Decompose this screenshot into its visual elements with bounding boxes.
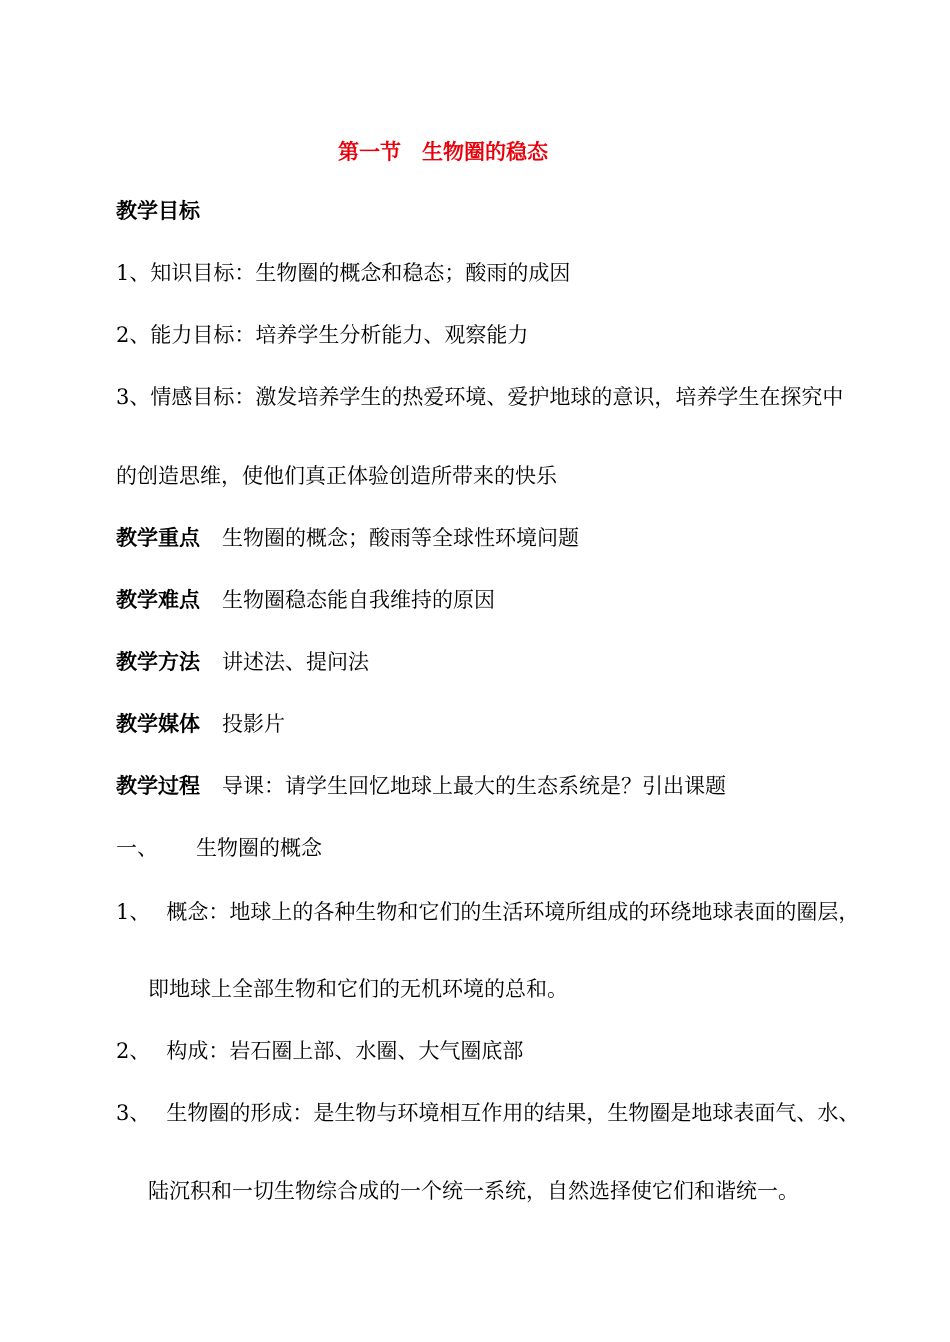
section-text: 生物圈稳态能自我维持的原因: [222, 588, 495, 612]
section-label: 教学过程: [116, 774, 200, 798]
section-process: [116, 771, 726, 801]
item-number: 3、: [116, 1101, 151, 1125]
item-text: 构成：岩石圈上部、水圈、大气圈底部: [166, 1039, 524, 1063]
objective-3: 3、情感目标：激发培养学生的热爱环境、爱护地球的意识，培养学生在探究中: [116, 385, 844, 409]
section-label: 教学媒体: [116, 712, 200, 736]
section-difficulties: [116, 585, 495, 615]
section-methods: [116, 647, 369, 677]
item-text: 生物圈的形成：是生物与环境相互作用的结果，生物圈是地球表面气、水、: [166, 1101, 860, 1125]
section-text: 导课：请学生回忆地球上最大的生态系统是？引出课题: [222, 774, 726, 798]
section-key-points: [116, 523, 579, 553]
item-1: [116, 897, 859, 927]
part-one-heading: [116, 833, 322, 863]
section-text: 生物圈的概念；酸雨等全球性环境问题: [222, 526, 579, 550]
section-label: 教学重点: [116, 526, 200, 550]
item-1-cont: 即地球上全部生物和它们的无机环境的总和。: [148, 977, 568, 1001]
item-text: 概念：地球上的各种生物和它们的生活环境所组成的环绕地球表面的圈层，: [166, 900, 860, 924]
item-3-cont: 陆沉积和一切生物综合成的一个统一系统，自然选择使它们和谐统一。: [148, 1179, 799, 1203]
part-number: 一、: [116, 836, 158, 860]
heading-objectives: 教学目标: [116, 199, 200, 223]
section-text: 投影片: [222, 712, 285, 736]
item-2: [116, 1036, 523, 1066]
item-number: 1、: [116, 900, 151, 924]
objective-3-cont: 的创造思维，使他们真正体验创造所带来的快乐: [116, 464, 557, 488]
section-text: 讲述法、提问法: [222, 650, 369, 674]
objective-1: 1、知识目标：生物圈的概念和稳态；酸雨的成因: [116, 261, 571, 285]
item-number: 2、: [116, 1039, 151, 1063]
section-label: 教学方法: [116, 650, 200, 674]
item-3: [116, 1098, 859, 1128]
page-title: 第一节 生物圈的稳态: [338, 140, 548, 164]
section-media: [116, 709, 285, 739]
section-label: 教学难点: [116, 588, 200, 612]
part-title: 生物圈的概念: [196, 836, 322, 860]
objective-2: 2、能力目标：培养学生分析能力、观察能力: [116, 323, 529, 347]
